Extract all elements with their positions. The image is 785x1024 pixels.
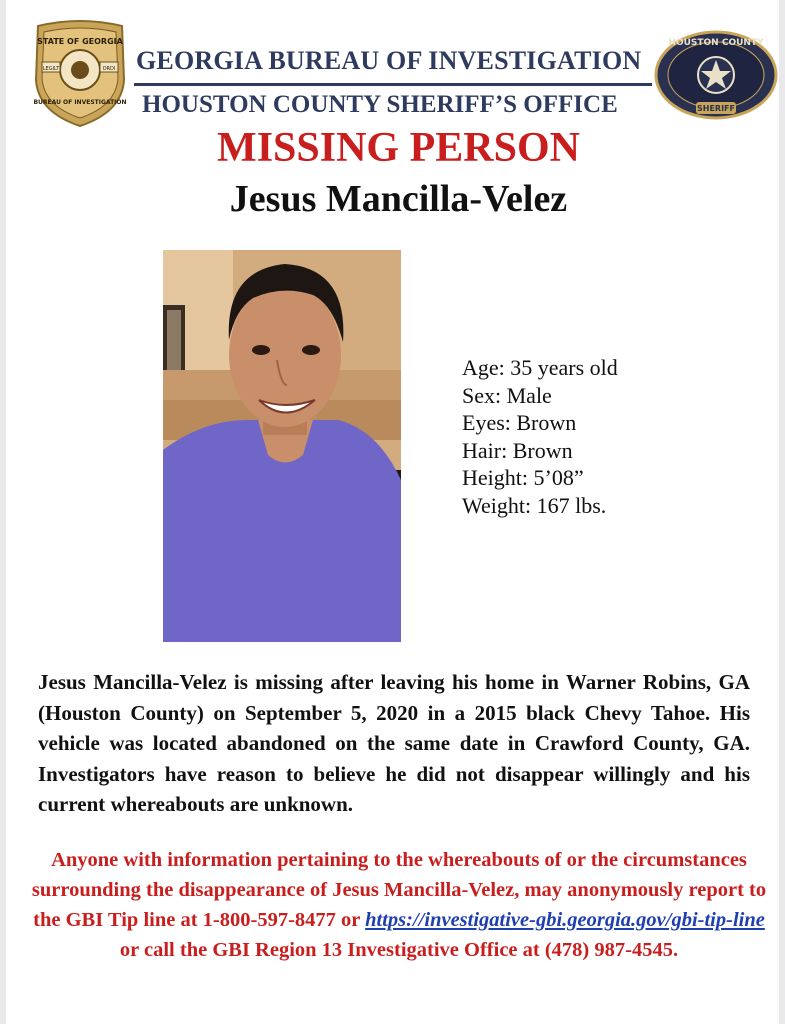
sheriff-badge-icon xyxy=(654,30,778,120)
case-summary: Jesus Mancilla-Velez is missing after leaving his home in Warner Robins, GA (Houston County) on September 5, 2020 in a 2015 black Chevy Tahoe. His vehicle was located abandoned on the same date in Crawford County, GA. Investigators have reason to believe he did not disappear willingly and his current whereabouts are unknown. xyxy=(38,670,750,816)
agency-secondary: HOUSTON COUNTY SHERIFF’S OFFICE xyxy=(142,91,618,118)
fact-sex: Sex: Male xyxy=(462,382,552,408)
fact-hair: Hair: Brown xyxy=(462,437,573,463)
missing-person-flyer xyxy=(6,0,779,1024)
fact-eyes: Eyes: Brown xyxy=(462,410,577,435)
gbi-badge-right-text: ORDI xyxy=(102,66,116,72)
fact-age: Age: 35 years old xyxy=(462,355,618,380)
agency-primary: GEORGIA BUREAU OF INVESTIGATION xyxy=(136,46,642,75)
sheriff-badge-top-text: HOUSTON COUNTY xyxy=(668,38,764,48)
missing-person-photo xyxy=(163,250,401,642)
physical-description xyxy=(462,354,618,519)
header-divider xyxy=(134,83,652,86)
fact-weight: Weight: 167 lbs. xyxy=(462,492,607,518)
gbi-tip-line-link[interactable]: https://investigative-gbi.georgia.gov/gbi-tip-line xyxy=(365,909,765,931)
tip-appeal xyxy=(28,845,770,965)
gbi-badge-top-text: STATE OF GEORGIA xyxy=(37,37,123,46)
gbi-badge-bottom-text: BUREAU OF INVESTIGATION xyxy=(33,99,127,106)
gbi-badge-icon xyxy=(30,20,130,128)
person-name: Jesus Mancilla-Velez xyxy=(229,178,568,220)
appeal-text-after: or call the GBI Region 13 Investigative Office at (478) 987-4545. xyxy=(119,939,679,961)
gbi-badge-left-text: LEGILT xyxy=(42,66,60,72)
appeal-text-before: Anyone with information pertaining to the whereabouts of or the circumstances surrounding the disappearance of Jesus Mancilla-Velez, may anonymously report to the GBI Tip line at 1-800-597-8477 or xyxy=(31,849,767,931)
page-title: MISSING PERSON xyxy=(217,125,580,171)
fact-height: Height: 5’08” xyxy=(462,465,584,490)
sheriff-badge-bottom-text: SHERIFF xyxy=(697,104,735,113)
